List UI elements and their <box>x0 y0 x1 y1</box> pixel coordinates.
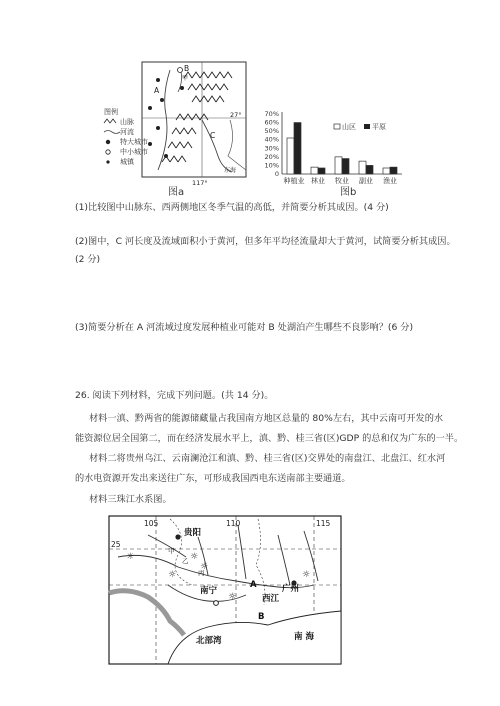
map-label-a: A <box>154 86 160 95</box>
map-label-lon117: 117° <box>192 179 208 187</box>
map-label-b: B <box>184 64 190 73</box>
bar-mountain <box>287 138 294 174</box>
question-2-line1: (2)图中，C 河长度及流域面积小于黄河，但多年平均径流量却大于黄河，试简要分析其成因。 <box>75 236 456 247</box>
map-xijiang: 西江 <box>262 594 280 604</box>
guiyang-dot <box>175 534 180 539</box>
legend-item-town: 城镇 <box>120 158 134 166</box>
question-2-line2: (2 分) <box>75 254 101 265</box>
map-label-a: A <box>250 580 257 590</box>
bar-plain <box>294 123 301 174</box>
bar-mountain <box>335 157 342 174</box>
bar-mountain <box>359 161 366 174</box>
map-label-jia: 甲 <box>168 547 175 555</box>
bar-mountain <box>311 167 318 174</box>
svg-text:☼: ☼ <box>190 552 199 562</box>
legend-swatch-plain <box>364 124 370 129</box>
map-label-yi: 乙 <box>182 557 189 565</box>
x-tick-label: 林业 <box>311 177 325 185</box>
map-lat-25: 25 <box>111 540 121 549</box>
x-tick-label: 副业 <box>359 177 373 185</box>
q26-header: 26. 阅读下列材料，完成下列问题。(共 14 分)。 <box>75 390 274 401</box>
map-lon-115: 115 <box>316 519 331 528</box>
question-1: (1)比较图中山脉东、西两侧地区冬季气温的高低，并简要分析其成因。(4 分) <box>75 202 389 213</box>
legend-mountain: 山区 <box>342 123 356 131</box>
material-3: 材料三珠江水系图。 <box>89 494 172 505</box>
figure-b-caption: 图b <box>340 187 357 198</box>
map-label-jia: 甲 <box>182 75 189 82</box>
legend-plain: 平原 <box>372 123 386 131</box>
material-1-line1: 材料一滇、黔两省的能源储藏量占我国南方地区总量的 80%左右，其中云南可开发的水 <box>89 413 444 424</box>
y-tick-label: 10% <box>264 161 279 170</box>
y-tick-label: 40% <box>264 135 279 144</box>
legend-swatch-mountain <box>334 124 340 129</box>
y-tick-label: 20% <box>264 152 279 161</box>
legend-item-small-city: 中小城市 <box>120 148 148 156</box>
x-tick-label: 种植业 <box>283 177 305 185</box>
bar-plain <box>366 165 373 174</box>
map-label-b: B <box>258 612 265 622</box>
map-label-lat27: 27° <box>230 111 242 119</box>
bar-mountain <box>383 168 390 174</box>
svg-text:☼: ☼ <box>200 562 209 572</box>
y-tick-label: 60% <box>264 118 279 127</box>
legend-item-mountain: 山脉 <box>120 118 134 126</box>
bar-plain <box>318 168 325 174</box>
map-label-donghai: 东海 <box>224 167 237 174</box>
river-a <box>158 70 170 170</box>
map-lon-105: 105 <box>144 519 159 528</box>
svg-text:☼: ☼ <box>168 570 177 580</box>
figure-a-map <box>100 60 252 192</box>
legend-title: 图例 <box>104 108 118 116</box>
svg-text:☼: ☼ <box>228 592 237 602</box>
pearl-river-map <box>108 515 342 665</box>
coastline <box>228 120 246 170</box>
map-label-c: C <box>210 131 216 140</box>
question-3: (3)简要分析在 A 河流域过度发展种植业可能对 B 处湖泊产生哪些不良影响？(6 分) <box>75 322 414 333</box>
material-2-line1: 材料二将贵州乌江、云南澜沧江和滇、黔、桂三省(区)交界处的南盘江、北盘江、红水河 <box>89 453 446 464</box>
nanning-dot <box>214 601 219 606</box>
y-tick-label: 50% <box>264 127 279 136</box>
bar-plain <box>342 159 349 174</box>
y-tick-label: 0 <box>274 170 279 178</box>
svg-text:☼: ☼ <box>302 570 311 580</box>
legend-item-megacity: 特大城市 <box>120 138 148 146</box>
map-nanning: 南宁 <box>200 586 218 596</box>
mountain-range <box>162 72 232 162</box>
figure-a-caption: 图a <box>168 187 185 198</box>
svg-text:☼: ☼ <box>126 552 135 562</box>
river-c <box>202 120 232 172</box>
material-1-line2: 能资源位居全国第二，而在经济发展水平上，滇、黔、桂三省(区)GDP 的总和仅为广东的一半。 <box>75 433 464 444</box>
lake-b-marker <box>178 68 183 73</box>
figure-b-chart <box>252 108 412 188</box>
map-guangzhou: 广州 <box>282 584 300 594</box>
y-tick-label: 30% <box>264 144 279 153</box>
legend-item-river: 河流 <box>120 128 134 136</box>
map-gulf: 北部湾 <box>196 636 222 646</box>
map-lon-110: 110 <box>226 519 241 528</box>
x-tick-label: 渔业 <box>383 177 397 185</box>
map-label-bing: 丙 <box>198 569 205 577</box>
bar-plain <box>390 167 397 174</box>
map-guiyang: 贵阳 <box>184 528 202 538</box>
map-sea: 南 海 <box>294 632 314 642</box>
material-2-line2: 的水电资源开发出来送往广东，可形成我国西电东送南部主要通道。 <box>75 473 351 484</box>
y-tick-label: 70% <box>264 110 279 118</box>
figure-a-legend <box>104 107 148 166</box>
x-tick-label: 牧业 <box>335 177 349 185</box>
